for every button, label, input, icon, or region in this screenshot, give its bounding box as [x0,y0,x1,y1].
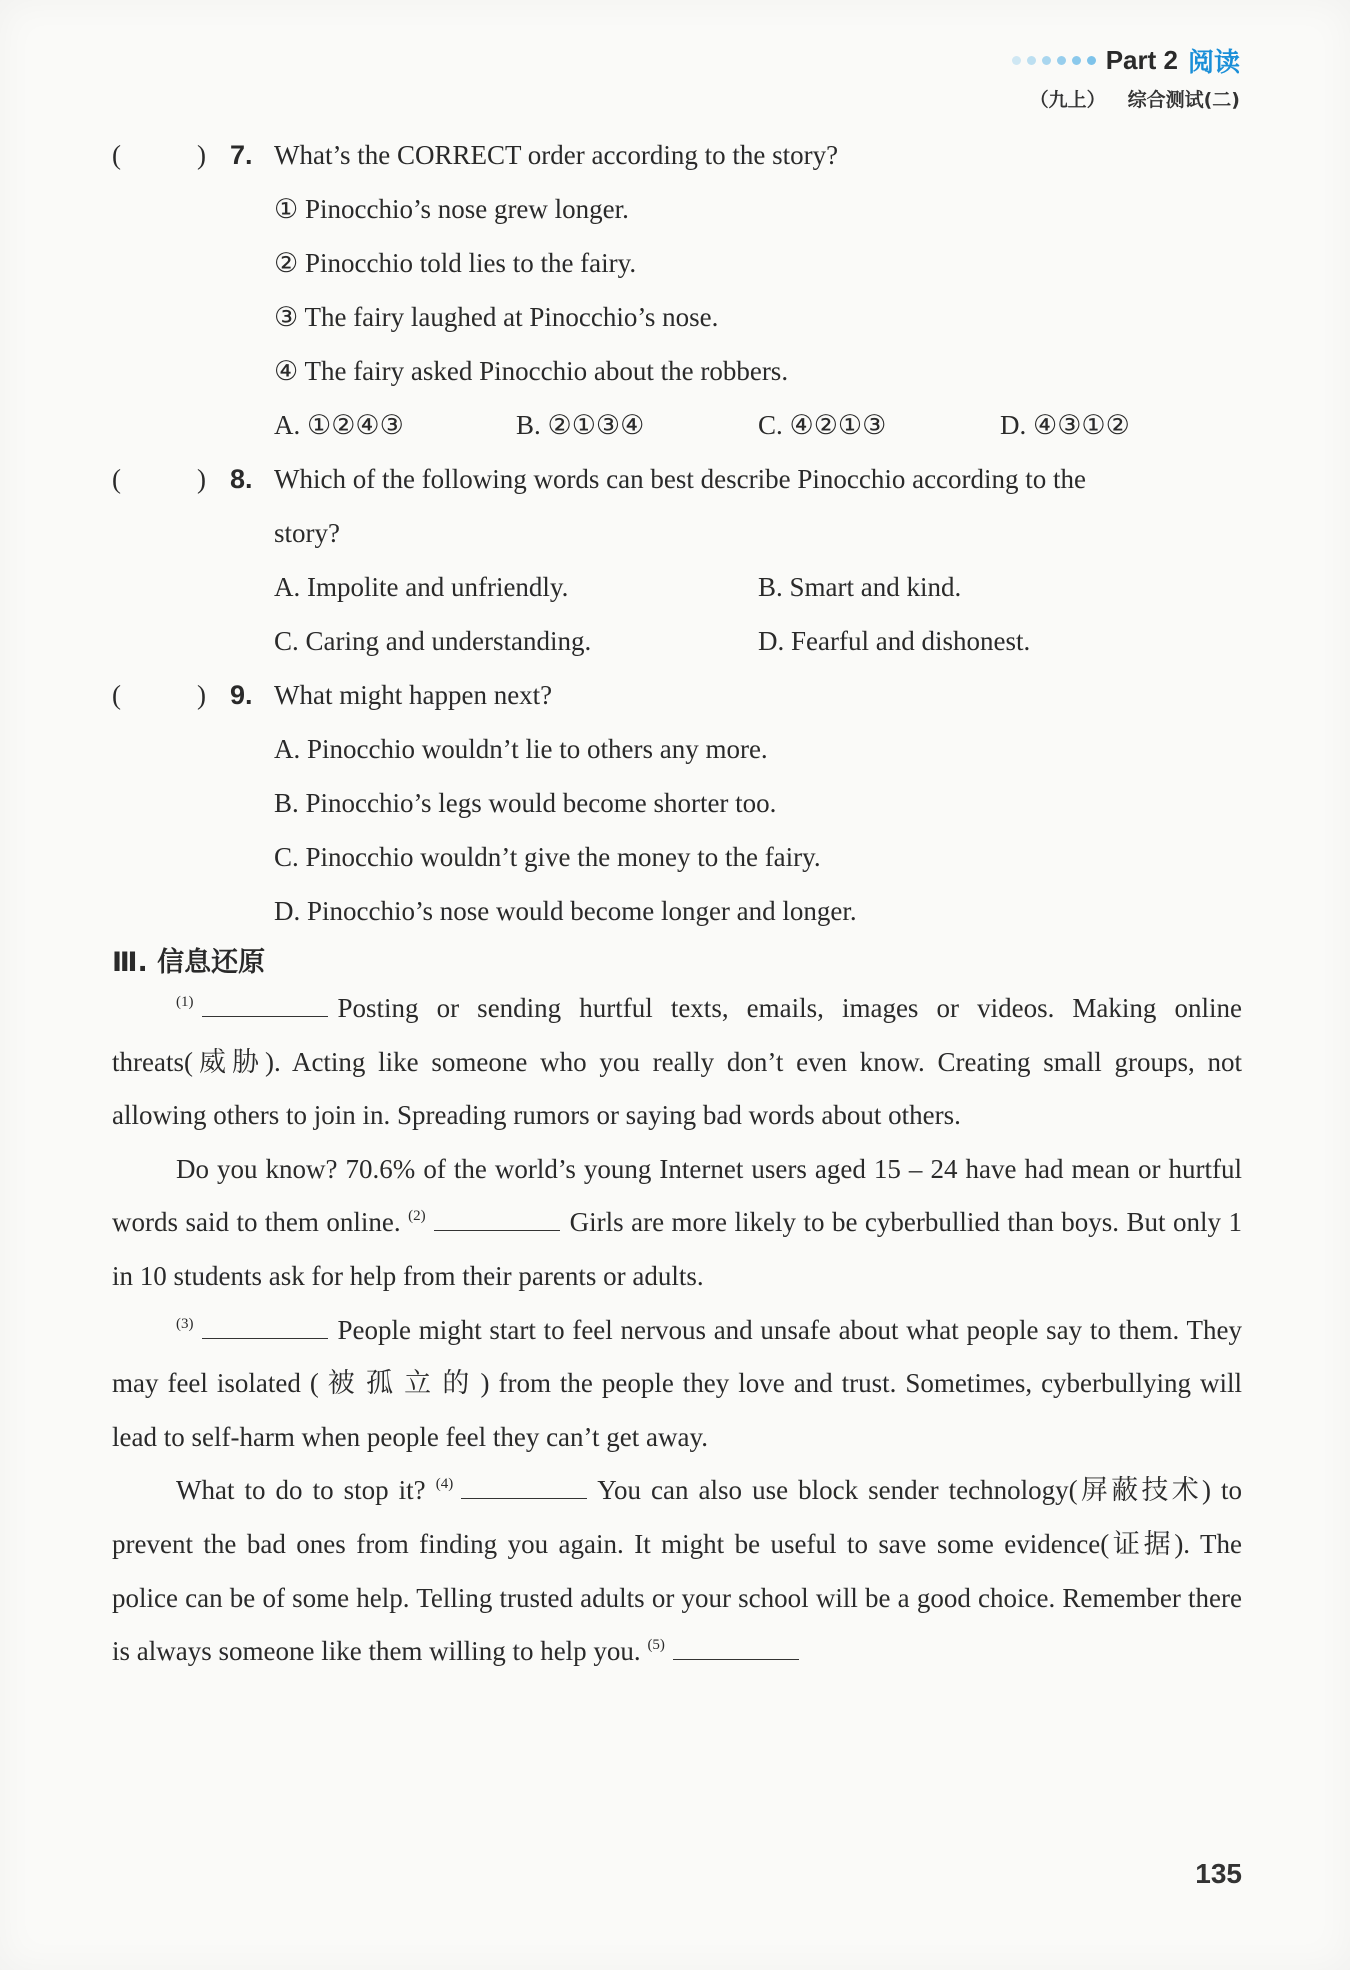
list-item: ① Pinocchio’s nose grew longer. [274,194,629,224]
option-a: A. Impolite and unfriendly. [274,572,569,602]
fill-blank-4[interactable] [461,1468,587,1499]
list-item: ④ The fairy asked Pinocchio about the robbers. [274,356,789,386]
decorative-dots [1012,56,1096,65]
option-c: C. Caring and understanding. [274,626,592,656]
option-a: A. Pinocchio wouldn’t lie to others any more. [274,734,768,764]
blank-marker: (4) [435,1476,454,1493]
options [274,398,1242,452]
grade-label: （九上） [1029,89,1106,111]
blank-marker: (2) [408,1208,426,1225]
option-d: D. Pinocchio’s nose would become longer and longer. [274,896,857,926]
option-b: B. Pinocchio’s legs would become shorter too. [274,788,777,818]
option-d: D. ④③①② [1000,410,1130,440]
option-c: C. ④②①③ [758,410,887,440]
blank-marker: (5) [647,1637,665,1654]
question-9: ( ) 9. What might happen next? A. Pinocchio wouldn’t lie to others any more. B. Pinocchio’s legs would become shorter too. C. Pinocchio wouldn’t give the money to the fairy. D. Pinocchio’s nose would become longer and longer. [112,668,1242,938]
question-stem: Which of the following words can best describe Pinocchio according to the [274,464,1087,494]
list-item: ③ The fairy laughed at Pinocchio’s nose. [274,302,719,332]
paragraph-2: Do you know? 70.6% of the world’s young Internet users aged 15 – 24 have had mean or hurtful words said to them online. $^{(2)}$ Girls are more likely to be cyberbullied than boys. But only 1 in 10 students ask for help from their parents or adults. [112,1153,1242,1291]
page-number: 135 [1195,1858,1242,1889]
paragraph-3: $^{(3)}$ People might start to feel nervous and unsafe about what people say to them. They may feel isolated ( 被 孤 立 的 ) from the people they love and trust. Sometimes, cyberbullying will lead to self-harm when people feel they can’t get away. [112,1304,1242,1465]
paragraph-4: What to do to stop it? $^{(4)}$ You can also use block sender technology(屏蔽技术) to prevent the bad ones from finding you again. It might be useful to save some evidence(证据). The police can be of some help. Telling trusted adults or your school will be a good choice. Remember there is always someone like them willing to help you. $^{(5)}$ [112,1464,1242,1678]
question-7: ( ) 7. What’s the CORRECT order according to the story? ① Pinocchio’s nose grew longer. ② Pinocchio told lies to the fairy. ③ The fairy laughed at Pinocchio’s nose. ④ The fairy asked Pinocchio about the robbers. A. ①②④③ B. ②①③④ C. ④②①③ D. ④③①② [112,128,1242,452]
section-title: 阅读 [1187,48,1240,78]
blank-marker: (1) [176,994,194,1010]
part-label: Part 2 [1105,45,1178,75]
question-number: 7. [230,140,253,170]
question-number: 8. [230,464,253,494]
option-b: B. ②①③④ [516,410,645,440]
question-number: 9. [230,680,253,710]
option-a: A. ①②④③ [274,410,404,440]
fill-blank-2[interactable] [434,1200,560,1231]
question-stem: What’s the CORRECT order according to the story? [274,140,839,170]
option-d: D. Fearful and dishonest. [758,626,1031,656]
fill-blank-5[interactable] [673,1629,799,1660]
question-stem-cont: story? [274,518,340,548]
options [274,560,1242,614]
page-header [1008,42,1240,112]
paragraph-1: $^{(1)}$ Posting or sending hurtful texts, emails, images or videos. Making online threats(威胁). Acting like someone who you really don’t even know. Creating small groups, not allowing others to join in. Spreading rumors or saying bad words about others. [112,982,1242,1143]
section-heading: Ⅲ. 信息还原 [112,947,266,978]
blank-marker: (3) [176,1315,194,1332]
question-stem: What might happen next? [274,680,553,710]
list-item: ② Pinocchio told lies to the fairy. [274,248,637,278]
option-b: B. Smart and kind. [758,572,962,602]
test-label: 综合测试(二) [1127,89,1240,111]
fill-blank-1[interactable] [202,986,328,1017]
question-8: ( ) 8. Which of the following words can best describe Pinocchio according to the story? A. Impolite and unfriendly. B. Smart and kind. C. Caring and understanding. D. Fearful and dishonest. [112,452,1242,668]
reading-passage [112,982,1242,1679]
option-c: C. Pinocchio wouldn’t give the money to the fairy. [274,842,821,872]
options [274,614,1242,668]
fill-blank-3[interactable] [202,1308,328,1339]
